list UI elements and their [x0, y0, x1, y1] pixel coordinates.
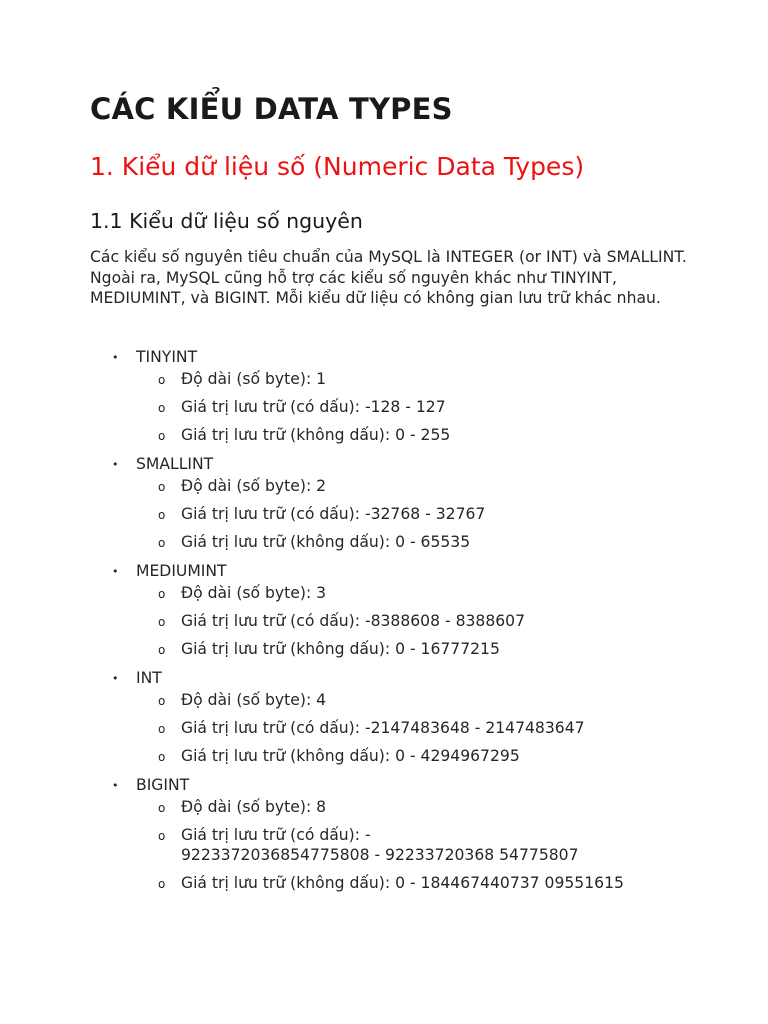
type-name: BIGINT — [136, 776, 190, 794]
sub-bullet-icon: o — [158, 401, 166, 415]
sub-bullet-icon: o — [158, 429, 166, 443]
detail-length: o Độ dài (số byte): 3 — [158, 584, 327, 602]
detail-unsigned-range: o Giá trị lưu trữ (không dấu): 0 - 16777215 — [158, 640, 500, 658]
list-item-int — [90, 667, 690, 766]
type-details — [136, 476, 690, 552]
sub-bullet-icon: o — [158, 801, 166, 815]
bullet-icon: • — [112, 458, 119, 471]
detail-length: o Độ dài (số byte): 4 — [158, 691, 327, 709]
page-title: CÁC KIỂU DATA TYPES — [90, 92, 453, 126]
detail-signed-range: o Giá trị lưu trữ (có dấu): - 9223372036854775808 - 92233720368 54775807 — [158, 826, 579, 864]
bullet-icon: • — [112, 565, 119, 578]
type-name: TINYINT — [136, 348, 198, 366]
sub-bullet-icon: o — [158, 587, 166, 601]
detail-unsigned-range: o Giá trị lưu trữ (không dấu): 0 - 255 — [158, 426, 451, 444]
sub-bullet-icon: o — [158, 643, 166, 657]
list-item-bigint — [90, 774, 690, 893]
type-details — [136, 797, 690, 893]
bullet-icon: • — [112, 779, 119, 792]
intro-paragraph: Các kiểu số nguyên tiêu chuẩn của MySQL là INTEGER (or INT) và SMALLINT. Ngoài ra, MySQL cũng hỗ trợ các kiểu số nguyên khác như TINYINT, MEDIUMINT, và BIGINT. Mỗi kiểu dữ liệu có không gian lưu trữ khác nhau. — [90, 248, 687, 307]
sub-bullet-icon: o — [158, 694, 166, 708]
section-heading-numeric: 1. Kiểu dữ liệu số (Numeric Data Types) — [90, 152, 585, 181]
detail-unsigned-range: o Giá trị lưu trữ (không dấu): 0 - 184467440737 09551615 — [158, 874, 624, 892]
type-name: MEDIUMINT — [136, 562, 227, 580]
list-item-mediumint — [90, 560, 690, 659]
detail-unsigned-range: o Giá trị lưu trữ (không dấu): 0 - 65535 — [158, 533, 471, 551]
type-details — [136, 369, 690, 445]
sub-bullet-icon: o — [158, 722, 166, 736]
detail-signed-range: o Giá trị lưu trữ (có dấu): -32768 - 32767 — [158, 505, 486, 523]
sub-bullet-icon: o — [158, 829, 166, 843]
sub-bullet-icon: o — [158, 536, 166, 550]
sub-bullet-icon: o — [158, 877, 166, 891]
type-details — [136, 583, 690, 659]
bullet-icon: • — [112, 351, 119, 364]
bullet-icon: • — [112, 672, 119, 685]
sub-bullet-icon: o — [158, 615, 166, 629]
list-item-smallint — [90, 453, 690, 552]
detail-length: o Độ dài (số byte): 1 — [158, 370, 327, 388]
detail-length: o Độ dài (số byte): 8 — [158, 798, 327, 816]
sub-bullet-icon: o — [158, 480, 166, 494]
detail-unsigned-range: o Giá trị lưu trữ (không dấu): 0 - 4294967295 — [158, 747, 520, 765]
sub-bullet-icon: o — [158, 373, 166, 387]
type-name: SMALLINT — [136, 455, 214, 473]
type-details — [136, 690, 690, 766]
sub-bullet-icon: o — [158, 750, 166, 764]
list-item-tinyint — [90, 346, 690, 445]
subsection-heading-integer: 1.1 Kiểu dữ liệu số nguyên — [90, 209, 363, 233]
detail-signed-range: o Giá trị lưu trữ (có dấu): -8388608 - 8388607 — [158, 612, 526, 630]
detail-length: o Độ dài (số byte): 2 — [158, 477, 327, 495]
sub-bullet-icon: o — [158, 508, 166, 522]
type-name: INT — [136, 669, 162, 687]
detail-signed-range: o Giá trị lưu trữ (có dấu): -2147483648 - 2147483647 — [158, 719, 585, 737]
detail-signed-range: o Giá trị lưu trữ (có dấu): -128 - 127 — [158, 398, 446, 416]
integer-type-list — [90, 346, 690, 901]
